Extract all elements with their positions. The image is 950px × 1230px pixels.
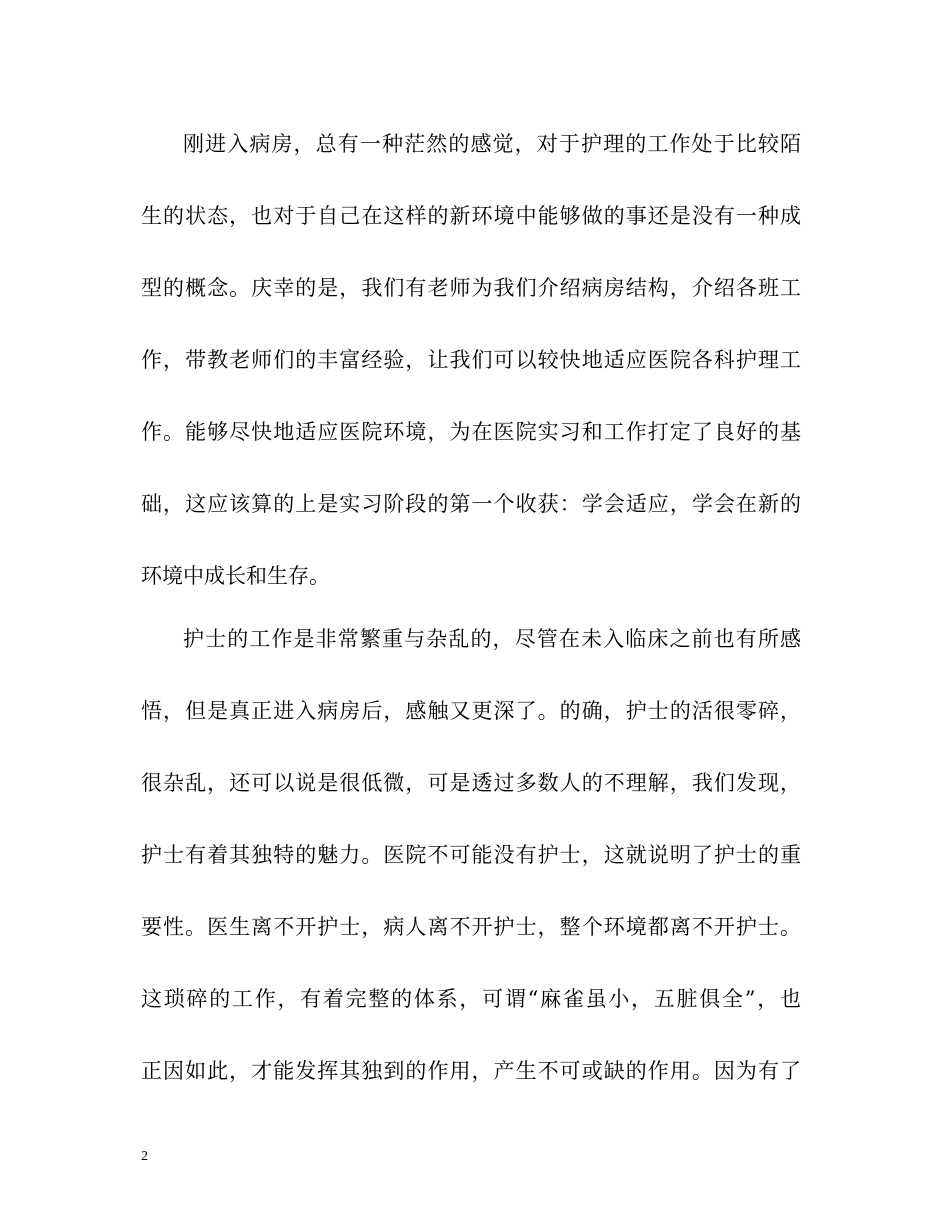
paragraph-1-line-3: 型的概念。庆幸的是，我们有老师为我们介绍病房结构，介绍各班工 [141, 276, 801, 300]
paragraph-1-line-7: 环境中成长和生存。 [141, 564, 330, 588]
paragraph-1-line-4: 作，带教老师们的丰富经验，让我们可以较快地适应医院各科护理工 [141, 348, 801, 372]
paragraph-2-line-3: 很杂乱，还可以说是很低微，可是透过多数人的不理解，我们发现， [141, 771, 801, 795]
paragraph-2-line-6: 这琐碎的工作，有着完整的体系，可谓“麻雀虽小，五脏俱全”，也 [141, 987, 801, 1011]
paragraph-2-line-7: 正因如此，才能发挥其独到的作用，产生不可或缺的作用。因为有了 [141, 1059, 801, 1083]
paragraph-2-line-4: 护士有着其独特的魅力。医院不可能没有护士，这就说明了护士的重 [141, 843, 801, 867]
paragraph-2-line-1: 护士的工作是非常繁重与杂乱的，尽管在未入临床之前也有所感 [183, 627, 801, 651]
paragraph-1-line-6: 础，这应该算的上是实习阶段的第一个收获：学会适应，学会在新的 [141, 492, 801, 516]
paragraph-1-line-1: 刚进入病房，总有一种茫然的感觉，对于护理的工作处于比较陌 [183, 132, 801, 156]
paragraph-2-line-5: 要性。医生离不开护士，病人离不开护士，整个环境都离不开护士。 [141, 915, 801, 939]
paragraph-2-line-2: 悟，但是真正进入病房后，感触又更深了。的确，护士的活很零碎， [141, 699, 801, 723]
page-number: 2 [141, 1149, 148, 1164]
paragraph-1-line-2: 生的状态，也对于自己在这样的新环境中能够做的事还是没有一种成 [141, 204, 801, 228]
paragraph-1-line-5: 作。能够尽快地适应医院环境，为在医院实习和工作打定了良好的基 [141, 420, 801, 444]
